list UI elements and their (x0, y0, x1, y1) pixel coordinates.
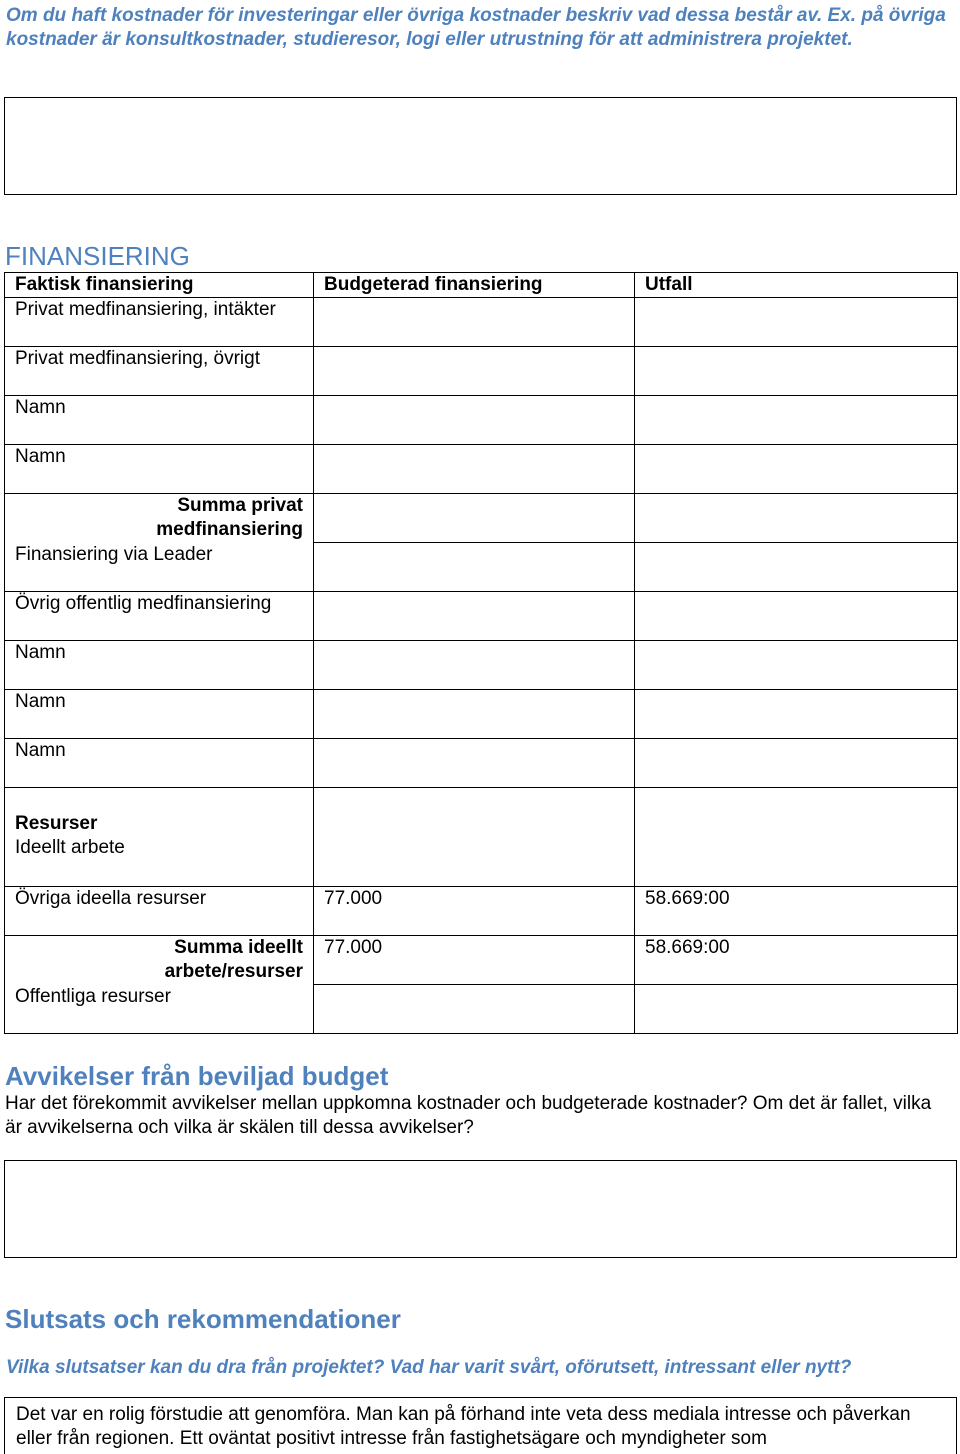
table-header-row (5, 273, 958, 298)
budget-cell[interactable] (314, 445, 635, 494)
header-budgeterad: Budgeterad finansiering (314, 273, 635, 298)
budget-cell[interactable] (314, 592, 635, 641)
summa-privat-label: Summa privat medfinansiering (156, 495, 303, 540)
utfall-cell[interactable] (635, 592, 958, 641)
finansiering-table (4, 272, 958, 1034)
row-label-namn: Namn (5, 396, 314, 445)
budget-cell[interactable] (314, 543, 635, 592)
header-faktisk: Faktisk finansiering (5, 273, 314, 298)
utfall-cell[interactable] (635, 641, 958, 690)
avvikelser-answer-box[interactable] (4, 1160, 957, 1258)
slutsats-question: Vilka slutsatser kan du dra från projektet? Vad har varit svårt, oförutsett, intressant eller nytt? (6, 1357, 852, 1378)
table-row (5, 298, 958, 347)
budget-cell[interactable] (314, 985, 635, 1034)
utfall-cell[interactable] (635, 298, 958, 347)
summa-ideellt-utfall[interactable]: 58.669:00 (635, 936, 958, 985)
budget-cell[interactable] (314, 347, 635, 396)
summa-ideellt-label: Summa ideellt arbete/resurser (164, 937, 303, 982)
utfall-cell[interactable] (635, 347, 958, 396)
table-row (5, 347, 958, 396)
table-row (5, 494, 958, 543)
budget-cell[interactable] (314, 690, 635, 739)
utfall-cell[interactable] (635, 690, 958, 739)
budget-cell[interactable] (314, 739, 635, 788)
row-label-ovrig-offentlig: Övrig offentlig medfinansiering (5, 592, 314, 641)
budget-cell[interactable] (314, 641, 635, 690)
header-utfall: Utfall (635, 273, 958, 298)
table-row (5, 985, 958, 1034)
row-label-namn: Namn (5, 641, 314, 690)
budget-cell[interactable] (314, 298, 635, 347)
summa-ideellt-budget[interactable]: 77.000 (314, 936, 635, 985)
slutsats-answer-text: Det var en rolig förstudie att genomföra. Man kan på förhand inte veta dess mediala intresse och påverkan eller från regionen. Ett oväntat positivt intresse från fastighetsägare och myndigheter som (16, 1404, 911, 1449)
table-row (5, 739, 958, 788)
finansiering-heading: FINANSIERING (5, 241, 190, 271)
utfall-cell[interactable] (635, 739, 958, 788)
table-row (5, 936, 958, 985)
row-label-privat-ovrigt: Privat medfinansiering, övrigt (5, 347, 314, 396)
utfall-cell[interactable] (635, 396, 958, 445)
table-row (5, 543, 958, 592)
utfall-cell[interactable] (635, 985, 958, 1034)
utfall-cell[interactable] (635, 788, 958, 887)
table-row (5, 396, 958, 445)
table-row (5, 887, 958, 936)
row-label-leader: Finansiering via Leader (5, 543, 314, 592)
ovriga-ideella-utfall[interactable]: 58.669:00 (635, 887, 958, 936)
table-row (5, 690, 958, 739)
table-row (5, 592, 958, 641)
utfall-cell[interactable] (635, 445, 958, 494)
row-label-ovriga-ideella: Övriga ideella resurser (5, 887, 314, 936)
slutsats-answer-box[interactable] (4, 1397, 957, 1454)
utfall-cell[interactable] (635, 494, 958, 543)
utfall-cell[interactable] (635, 543, 958, 592)
resurser-label: Resurser (15, 813, 98, 834)
ovriga-ideella-budget[interactable]: 77.000 (314, 887, 635, 936)
table-row (5, 788, 958, 887)
budget-cell[interactable] (314, 494, 635, 543)
row-label-offentliga-resurser: Offentliga resurser (5, 985, 314, 1034)
row-label-namn: Namn (5, 739, 314, 788)
slutsats-heading: Slutsats och rekommendationer (5, 1304, 401, 1334)
table-row (5, 641, 958, 690)
row-label-namn: Namn (5, 445, 314, 494)
table-row (5, 445, 958, 494)
intro-text: Om du haft kostnader för investeringar eller övriga kostnader beskriv vad dessa består av. Ex. på övriga kostnader är konsultkostnader, studieresor, logi eller utrustning för att administrera projektet. (6, 5, 946, 50)
budget-cell[interactable] (314, 396, 635, 445)
row-label-privat-intakter: Privat medfinansiering, intäkter (5, 298, 314, 347)
row-label-namn: Namn (5, 690, 314, 739)
avvikelser-question: Har det förekommit avvikelser mellan uppkomna kostnader och budgeterade kostnader? Om det är fallet, vilka är avvikelserna och vilka är skälen till dessa avvikelser? (5, 1093, 932, 1138)
ideellt-arbete-label: Ideellt arbete (15, 837, 125, 858)
budget-cell[interactable] (314, 788, 635, 887)
cost-description-box[interactable] (4, 97, 957, 195)
avvikelser-heading: Avvikelser från beviljad budget (5, 1061, 389, 1091)
